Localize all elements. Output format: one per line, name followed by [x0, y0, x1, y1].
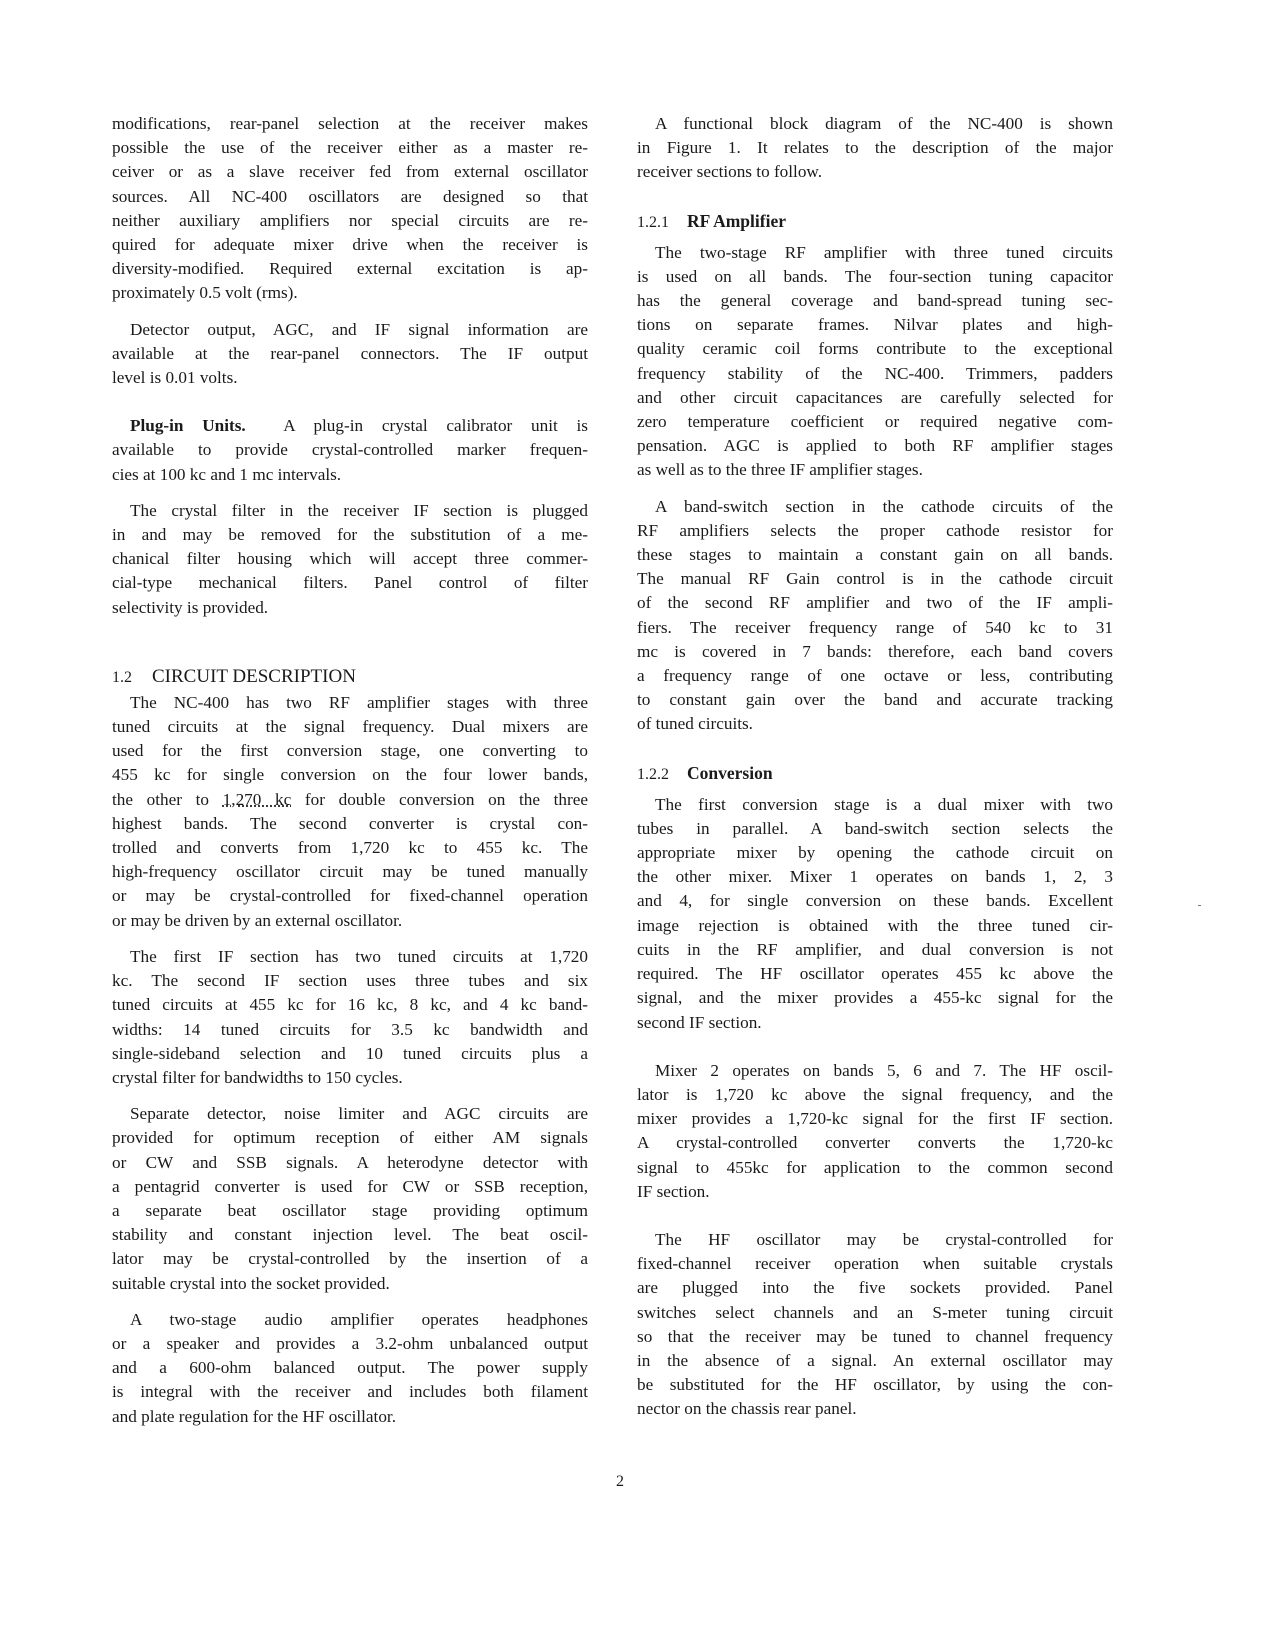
text-line: sources. All NC-400 oscillators are designed so that — [112, 186, 588, 206]
text-line: 455 kc for single conversion on the four lower bands, — [112, 765, 588, 785]
text-line: The first conversion stage is a dual mixer with two — [655, 794, 1113, 814]
text-line: The crystal filter in the receiver IF section is plugged — [130, 500, 588, 520]
text-line: fiers. The receiver frequency range of 540 kc to 31 — [637, 617, 1113, 637]
text-line: ceiver or as a slave receiver fed from external oscillator — [112, 162, 588, 182]
text-line: proximately 0.5 volt (rms). — [112, 283, 298, 303]
text-line: and a 600-ohm balanced output. The power supply — [112, 1358, 588, 1378]
text-line: required. The HF oscillator operates 455 kc above the — [637, 964, 1113, 984]
text-line: The manual RF Gain control is in the cathode circuit — [637, 569, 1113, 589]
text-line: lator is 1,720 kc above the signal frequency, and the — [637, 1084, 1113, 1104]
text-line: lator may be crystal-controlled by the insertion of a — [112, 1249, 588, 1269]
text-span: A plug-in crystal calibrator unit is — [283, 416, 588, 436]
text-line: quired for adequate mixer drive when the receiver is — [112, 235, 588, 255]
paragraph-if-sections — [112, 945, 588, 1090]
text-line: in and may be removed for the substitution of a me- — [112, 525, 588, 545]
text-line: in Figure 1. It relates to the description of the major — [637, 138, 1113, 158]
text-line: highest bands. The second converter is crystal con- — [112, 813, 588, 833]
text-line: frequency stability of the NC-400. Trimmers, padders — [637, 363, 1113, 383]
text-line: appropriate mixer by opening the cathode circuit on — [637, 843, 1113, 863]
text-line: diversity-modified. Required external excitation is ap- — [112, 259, 588, 279]
text-line: is integral with the receiver and includes both filament — [112, 1382, 588, 1402]
text-line: and other circuit capacitances are carefully selected for — [637, 387, 1113, 407]
text-line: or may be driven by an external oscillator. — [112, 910, 403, 930]
text-span: the other to — [112, 789, 223, 809]
text-line: as well as to the three IF amplifier stages. — [637, 460, 923, 480]
scan-speck — [1198, 905, 1201, 906]
section-number: 1.2 — [112, 668, 132, 686]
text-line: tubes in parallel. A band-switch section selects the — [637, 818, 1113, 838]
text-line: a frequency range of one octave or less, contributing — [637, 666, 1113, 686]
text-line: tions on separate frames. Nilvar plates and high- — [637, 315, 1113, 335]
text-line: crystal filter for bandwidths to 150 cycles. — [112, 1067, 403, 1087]
text-line: are plugged into the five sockets provided. Panel — [637, 1278, 1113, 1298]
text-line: cies at 100 kc and 1 mc intervals. — [112, 464, 342, 484]
text-line: has the general coverage and band-spread tuning sec- — [637, 291, 1113, 311]
text-line: A functional block diagram of the NC-400 is shown — [655, 114, 1113, 133]
text-line: or CW and SSB signals. A heterodyne detector with — [112, 1152, 588, 1172]
text-line: The NC-400 has two RF amplifier stages with three — [130, 692, 588, 712]
text-line: modifications, rear-panel selection at the receiver makes — [112, 114, 588, 133]
text-line: mc is covered in 7 bands: therefore, each band covers — [637, 641, 1113, 661]
text-line: and plate regulation for the HF oscillator. — [112, 1406, 396, 1426]
text-line: and 4, for single conversion on these bands. Excellent — [637, 891, 1113, 911]
paragraph-hf-oscillator — [637, 1228, 1113, 1422]
text-line: IF section. — [637, 1181, 710, 1201]
text-line: stability and constant injection level. The beat oscil- — [112, 1225, 588, 1245]
text-line: in the absence of a signal. An external oscillator may — [637, 1350, 1113, 1370]
text-line: Detector output, AGC, and IF signal information are — [130, 319, 588, 339]
text-line: available at the rear-panel connectors. The IF output — [112, 343, 588, 363]
section-title: CIRCUIT DESCRIPTION — [152, 665, 356, 687]
text-line: a separate beat oscillator stage providing optimum — [112, 1200, 588, 1220]
text-line: or may be crystal-controlled for fixed-channel operation — [112, 886, 588, 906]
text-line: or a speaker and provides a 3.2-ohm unbalanced output — [112, 1333, 588, 1353]
text-line: to constant gain over the band and accurate tracking — [637, 690, 1113, 710]
text-line: single-sideband selection and 10 tuned circuits plus a — [112, 1043, 588, 1063]
text-line: neither auxiliary amplifiers nor special circuits are re- — [112, 210, 588, 230]
subsection-title: RF Amplifier — [687, 210, 786, 231]
paragraph-block-diagram-reference — [637, 112, 1113, 185]
text-line: The first IF section has two tuned circuits at 1,720 — [130, 946, 588, 966]
text-line: suitable crystal into the socket provided. — [112, 1273, 390, 1293]
text-line: kc. The second IF section uses three tubes and six — [112, 971, 588, 991]
paragraph-first-conversion — [637, 793, 1113, 1035]
text-line — [112, 788, 588, 812]
text-line: Mixer 2 operates on bands 5, 6 and 7. The HF oscil- — [655, 1060, 1113, 1080]
text-line: selectivity is provided. — [112, 597, 269, 617]
text-line: of the second RF amplifier and two of the IF ampli- — [637, 593, 1113, 613]
subsection-number: 1.2.1 — [637, 213, 669, 231]
underlined-frequency: 1,270 kc — [222, 789, 292, 809]
text-line: cuits in the RF amplifier, and dual conversion is not — [637, 939, 1113, 959]
text-line: A band-switch section in the cathode circuits of the — [655, 496, 1113, 516]
paragraph-audio-amplifier — [112, 1308, 588, 1429]
paragraph-plug-in-units — [112, 414, 588, 487]
paragraph-detector-output — [112, 318, 588, 391]
text-line: RF amplifiers selects the proper cathode resistor for — [637, 520, 1113, 540]
paragraph-rf-amplifier — [637, 241, 1113, 483]
text-line: tuned circuits at 455 kc for 16 kc, 8 kc, and 4 kc band- — [112, 995, 588, 1015]
text-line: chanical filter housing which will accept three commer- — [112, 549, 588, 569]
text-line: signal to 455kc for application to the common second — [637, 1157, 1113, 1177]
text-line: tuned circuits at the signal frequency. Dual mixers are — [112, 717, 588, 737]
text-line: trolled and converts from 1,720 kc to 455 kc. The — [112, 838, 588, 858]
text-line: is used on all bands. The four-section tuning capacitor — [637, 266, 1113, 286]
paragraph-nc400-overview — [112, 691, 588, 933]
text-line: widths: 14 tuned circuits for 3.5 kc bandwidth and — [112, 1019, 588, 1039]
page-number: 2 — [616, 1473, 624, 1490]
text-span: for double conversion on the three — [291, 789, 588, 809]
text-line: The two-stage RF amplifier with three tuned circuits — [655, 242, 1113, 262]
text-line: image rejection is obtained with the three tuned cir- — [637, 915, 1113, 935]
text-line: quality ceramic coil forms contribute to the exceptional — [637, 339, 1113, 359]
text-line: pensation. AGC is applied to both RF amplifier stages — [637, 436, 1113, 456]
text-line: zero temperature coefficient or required negative com- — [637, 412, 1113, 432]
paragraph-detector-circuits — [112, 1102, 588, 1296]
left-column — [112, 112, 588, 1429]
subsection-heading-rf-amplifier — [637, 209, 1113, 235]
subsection-title: Conversion — [687, 762, 773, 783]
text-line: A crystal-controlled converter converts the 1,720-kc — [637, 1133, 1113, 1153]
text-line: signal, and the mixer provides a 455-kc signal for the — [637, 988, 1113, 1008]
text-line: level is 0.01 volts. — [112, 368, 238, 388]
text-line: Separate detector, noise limiter and AGC circuits are — [130, 1104, 588, 1124]
text-line: a pentagrid converter is used for CW or SSB reception, — [112, 1176, 588, 1196]
paragraph-rear-panel-selection — [112, 112, 588, 306]
run-in-heading: Plug-in Units. — [130, 416, 246, 436]
text-line: fixed-channel receiver operation when suitable crystals — [637, 1254, 1113, 1274]
text-line: so that the receiver may be tuned to channel frequency — [637, 1326, 1113, 1346]
text-line: the other mixer. Mixer 1 operates on bands 1, 2, 3 — [637, 867, 1113, 887]
text-line: available to provide crystal-controlled marker frequen- — [112, 440, 588, 460]
text-line: receiver sections to follow. — [637, 162, 823, 182]
right-column — [637, 112, 1113, 1422]
text-line: A two-stage audio amplifier operates headphones — [130, 1309, 588, 1329]
text-line: possible the use of the receiver either as a master re- — [112, 138, 588, 158]
text-line: be substituted for the HF oscillator, by using the con- — [637, 1375, 1113, 1395]
subsection-number: 1.2.2 — [637, 765, 669, 783]
text-line: of tuned circuits. — [637, 714, 753, 734]
text-line: high-frequency oscillator circuit may be tuned manually — [112, 862, 588, 882]
paragraph-band-switch — [637, 495, 1113, 737]
text-line: provided for optimum reception of either AM signals — [112, 1128, 588, 1148]
text-line: second IF section. — [637, 1012, 762, 1032]
text-line: mixer provides a 1,720-kc signal for the first IF section. — [637, 1109, 1113, 1129]
text-line: used for the first conversion stage, one converting to — [112, 741, 588, 761]
paragraph-crystal-filter — [112, 499, 588, 620]
text-line — [112, 414, 588, 438]
text-line: nector on the chassis rear panel. — [637, 1399, 857, 1419]
text-line: cial-type mechanical filters. Panel control of filter — [112, 573, 588, 593]
section-heading-circuit-description — [112, 664, 588, 691]
paragraph-mixer-2 — [637, 1059, 1113, 1204]
text-line: switches select channels and an S-meter tuning circuit — [637, 1302, 1113, 1322]
text-line: The HF oscillator may be crystal-controlled for — [655, 1229, 1113, 1249]
text-line: these stages to maintain a constant gain on all bands. — [637, 545, 1113, 565]
subsection-heading-conversion — [637, 761, 1113, 787]
